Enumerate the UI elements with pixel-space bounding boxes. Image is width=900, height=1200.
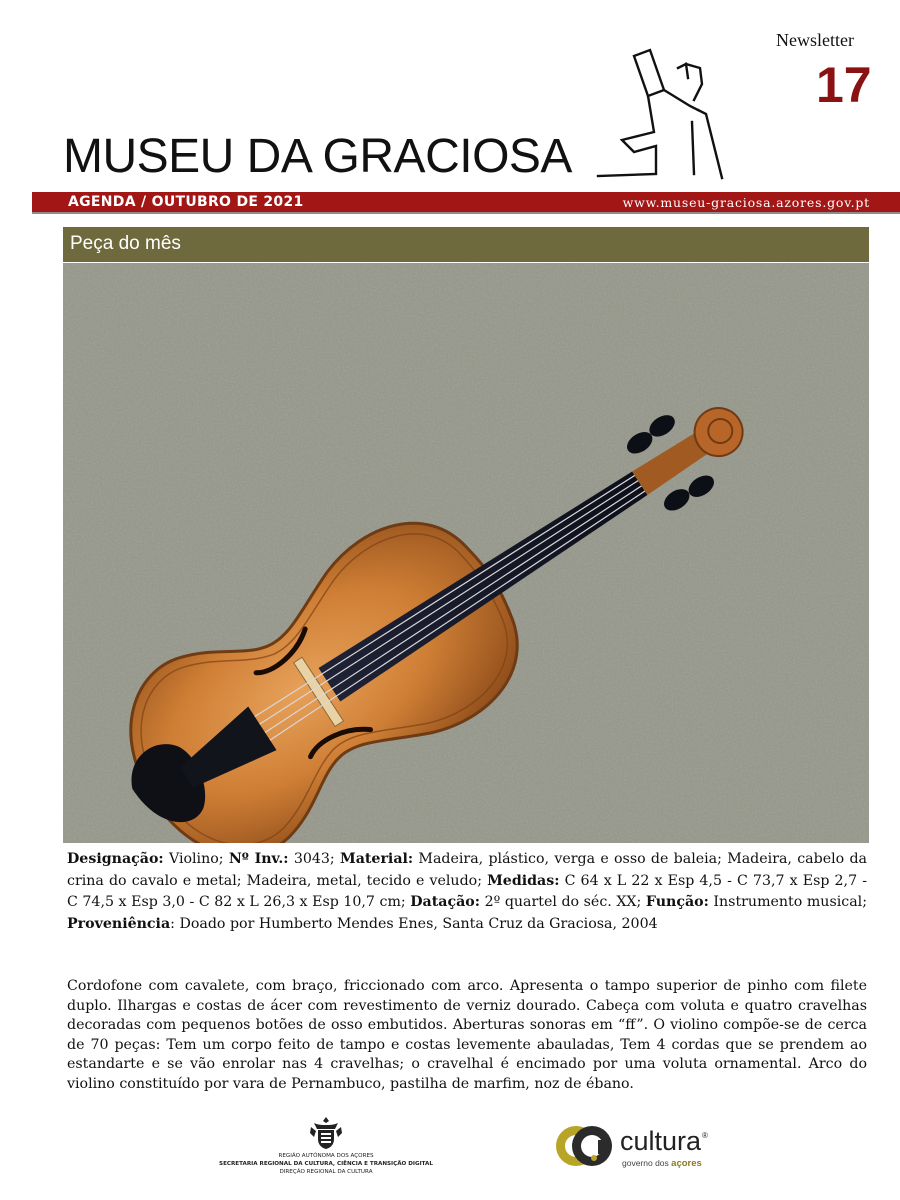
designacao-label: Designação: bbox=[67, 851, 164, 867]
agenda-text: AGENDA / OUTUBRO DE 2021 bbox=[68, 194, 304, 210]
gov-secretariat: SECRETARIA REGIONAL DA CULTURA, CIÊNCIA E TRANSIÇÃO DIGITAL bbox=[219, 1161, 433, 1167]
cultura-sub-prefix: governo dos bbox=[622, 1158, 672, 1168]
gov-region: REGIÃO AUTÓNOMA DOS AÇORES bbox=[278, 1153, 374, 1159]
gov-directorate: DIREÇÃO REGIONAL DA CULTURA bbox=[279, 1169, 373, 1175]
funcao-label: Função: bbox=[645, 894, 709, 910]
azores-emblem-icon bbox=[308, 1115, 344, 1151]
inventario-label: Nº Inv.: bbox=[228, 851, 289, 867]
medidas-label: Medidas: bbox=[487, 872, 560, 889]
cultura-logo-icon bbox=[554, 1120, 618, 1172]
newsletter-label: Newsletter bbox=[776, 30, 854, 50]
cultura-subtitle bbox=[622, 1158, 702, 1169]
proveniencia-value: : Doado por Humberto Mendes Enes, Santa Cruz da Graciosa, 2004 bbox=[170, 915, 658, 932]
cultura-sub-bold: açores bbox=[671, 1158, 702, 1169]
cultura-wordmark: cultura bbox=[620, 1126, 702, 1156]
section-title: Peça do mês bbox=[70, 233, 181, 254]
band-underline bbox=[32, 212, 900, 214]
material-value: Madeira, plástico, verga e osso de baleia; Madeira, cabelo da crina do cavalo e metal; Madeira, metal, tecido e veludo; bbox=[67, 851, 867, 889]
proveniencia-label: Proveniência bbox=[67, 915, 171, 932]
section-bar bbox=[63, 227, 869, 262]
designacao-value: Violino; bbox=[163, 851, 229, 867]
material-label: Material: bbox=[339, 851, 414, 867]
funcao-value: Instrumento musical; bbox=[708, 894, 867, 910]
violin-photo bbox=[63, 263, 869, 843]
object-specs bbox=[67, 849, 867, 935]
inventario-value: 3043; bbox=[288, 851, 340, 867]
gov-text bbox=[200, 1152, 452, 1176]
website-link[interactable]: www.museu-graciosa.azores.gov.pt bbox=[622, 195, 870, 210]
object-description: Cordofone com cavalete, com braço, friccionado com arco. Apresenta o tampo superior de pinho com filete duplo. Ilhargas e costas de ácer com revestimento de verniz dourado. Cabeça com voluta e quatro cravelhas decoradas com pequenos botões de osso embutidos. Aberturas sonoras em “ff”. O violino compõe-se de cerca de 70 peças: Tem um corpo feito de tampo e costas levemente abauladas, Tem 4 cordas que se prendem ao estandarte e se vão enrolar nas 4 cravelhas; o cravelhal é encimado por uma voluta ornamental. Arco do violino constituído por vara de Pernambuco, pastilha de marfim, noz de ébano. bbox=[67, 978, 867, 1092]
datacao-value: 2º quartel do séc. XX; bbox=[480, 894, 646, 910]
datacao-label: Datação: bbox=[410, 894, 481, 910]
issue-number: 17 bbox=[816, 57, 872, 113]
museum-title: MUSEU DA GRACIOSA bbox=[63, 130, 572, 183]
cultura-registered-mark: ® bbox=[702, 1131, 708, 1140]
medidas-value: C 64 x L 22 x Esp 4,5 - C 73,7 x Esp 2,7 - C 74,5 x Esp 3,0 - C 82 x L 26,3 x Esp 10,7 cm; bbox=[67, 872, 867, 910]
windmill-icon bbox=[590, 48, 740, 188]
